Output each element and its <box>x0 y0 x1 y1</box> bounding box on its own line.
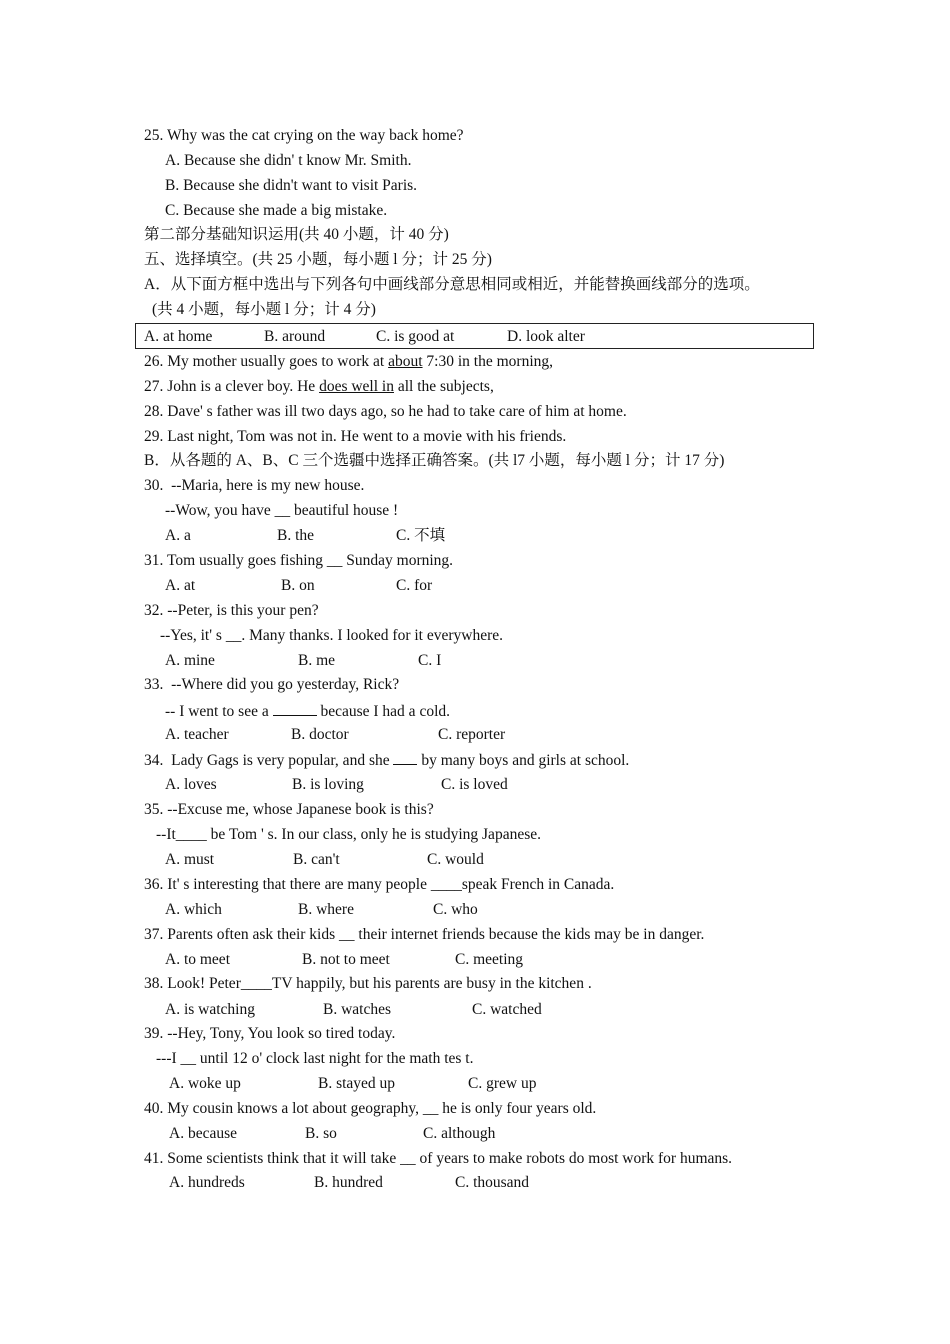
question-39-line-1: 39. --Hey, Tony, You look so tired today. <box>144 1025 396 1042</box>
question-33-option-c: C. reporter <box>438 726 506 743</box>
question-35-option-b: B. can't <box>293 851 340 868</box>
question-30-option-a: A. a <box>165 527 191 544</box>
question-32-line-2: --Yes, it' s __. Many thanks. I looked for it everywhere. <box>160 627 504 644</box>
section-five-heading: 五、选择填空。(共 25 小题，每小题 l 分；计 25 分) <box>144 251 492 268</box>
answer-blank <box>393 750 417 765</box>
question-38: 38. Look! Peter____TV happily, but his parents are busy in the kitchen . <box>144 975 592 992</box>
question-38-option-c: C. watched <box>472 1001 542 1018</box>
question-35-option-c: C. would <box>427 851 484 868</box>
question-25-option-a: A. Because she didn' t know Mr. Smith. <box>165 152 412 169</box>
question-29: 29. Last night, Tom was not in. He went to a movie with his friends. <box>144 428 567 445</box>
question-40-option-a: A. because <box>169 1125 237 1142</box>
question-30-line-1: 30. --Maria, here is my new house. <box>144 477 365 494</box>
word-bank-option-c: C. is good at <box>376 328 455 345</box>
question-39-option-b: B. stayed up <box>318 1075 396 1092</box>
question-35-line-2: --It____ be Tom ' s. In our class, only he is studying Japanese. <box>156 826 541 843</box>
section-a-instruction: A．从下面方框中选出与下列各句中画线部分意思相同或相近，并能替换画线部分的选项。 <box>144 276 760 293</box>
question-30-option-c: C. 不填 <box>396 527 446 544</box>
question-36-option-c: C. who <box>433 901 478 918</box>
question-37-option-b: B. not to meet <box>302 951 390 968</box>
question-25-option-b: B. Because she didn't want to visit Paris. <box>165 177 418 194</box>
question-39-option-c: C. grew up <box>468 1075 537 1092</box>
question-32-option-a: A. mine <box>165 652 215 669</box>
word-bank-option-b: B. around <box>264 328 326 345</box>
question-30-option-b: B. the <box>277 527 315 544</box>
underlined-phrase: about <box>388 353 423 370</box>
question-38-option-b: B. watches <box>323 1001 392 1018</box>
question-36-option-b: B. where <box>298 901 354 918</box>
question-25-option-c: C. Because she made a big mistake. <box>165 202 388 219</box>
question-39-option-a: A. woke up <box>169 1075 241 1092</box>
question-33-line-2: -- I went to see a because I had a cold. <box>165 703 451 720</box>
question-40-option-b: B. so <box>305 1125 337 1142</box>
section-b-instruction: B．从各题的 A、B、C 三个选疆中选择正确答案。(共 l7 小题，每小题 l 分；计 17 分) <box>144 452 725 469</box>
question-31: 31. Tom usually goes fishing __ Sunday morning. <box>144 552 454 569</box>
question-35-option-a: A. must <box>165 851 215 868</box>
question-34-option-b: B. is loving <box>292 776 364 793</box>
question-34-option-c: C. is loved <box>441 776 508 793</box>
question-34-option-a: A. loves <box>165 776 217 793</box>
question-33-line-1: 33. --Where did you go yesterday, Rick? <box>144 676 400 693</box>
question-35-line-1: 35. --Excuse me, whose Japanese book is this? <box>144 801 434 818</box>
question-39-line-2: ---I __ until 12 o' clock last night for the math tes t. <box>156 1050 474 1067</box>
underlined-phrase: does well in <box>319 378 394 395</box>
question-36-option-a: A. which <box>165 901 222 918</box>
question-41-option-c: C. thousand <box>455 1174 530 1191</box>
word-bank-option-d: D. look alter <box>507 328 585 345</box>
question-32-line-1: 32. --Peter, is this your pen? <box>144 602 319 619</box>
question-41-option-a: A. hundreds <box>169 1174 245 1191</box>
question-31-option-b: B. on <box>281 577 315 594</box>
section-a-scoring: (共 4 小题，每小题 l 分；计 4 分) <box>152 301 376 318</box>
question-27: 27. John is a clever boy. He does well in all the subjects, <box>144 378 494 395</box>
question-37: 37. Parents often ask their kids __ their internet friends because the kids may be in danger. <box>144 926 705 943</box>
question-33-option-b: B. doctor <box>291 726 349 743</box>
question-32-option-b: B. me <box>298 652 336 669</box>
word-bank-option-a: A. at home <box>144 328 213 345</box>
answer-blank <box>273 701 317 716</box>
question-40-option-c: C. although <box>423 1125 496 1142</box>
question-34: 34. Lady Gags is very popular, and she by many boys and girls at school. <box>144 752 630 769</box>
question-37-option-a: A. to meet <box>165 951 230 968</box>
word-bank-box <box>135 323 814 349</box>
part-two-heading: 第二部分基础知识运用(共 40 小题，计 40 分) <box>144 226 449 243</box>
question-33-option-a: A. teacher <box>165 726 229 743</box>
question-26: 26. My mother usually goes to work at about 7:30 in the morning, <box>144 353 553 370</box>
question-40: 40. My cousin knows a lot about geography, __ he is only four years old. <box>144 1100 597 1117</box>
question-31-option-c: C. for <box>396 577 433 594</box>
question-28: 28. Dave' s father was ill two days ago, so he had to take care of him at home. <box>144 403 627 420</box>
question-37-option-c: C. meeting <box>455 951 524 968</box>
question-31-option-a: A. at <box>165 577 196 594</box>
question-32-option-c: C. I <box>418 652 442 669</box>
question-36: 36. It' s interesting that there are many people ____speak French in Canada. <box>144 876 615 893</box>
question-30-line-2: --Wow, you have __ beautiful house ! <box>165 502 399 519</box>
question-41-option-b: B. hundred <box>314 1174 383 1191</box>
question-41: 41. Some scientists think that it will take __ of years to make robots do most work for humans. <box>144 1150 733 1167</box>
question-38-option-a: A. is watching <box>165 1001 255 1018</box>
question-25-stem: 25. Why was the cat crying on the way back home? <box>144 127 464 144</box>
